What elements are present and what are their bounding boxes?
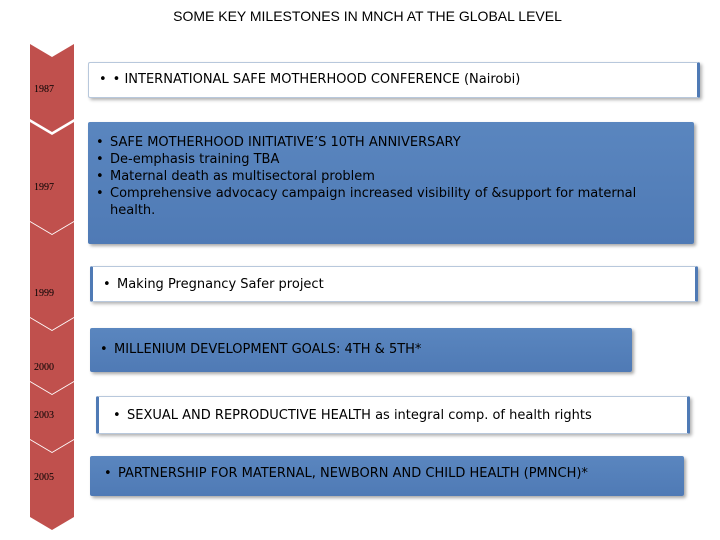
year-label: 1999 <box>34 288 54 299</box>
milestone-item: • Maternal death as multisectoral problem <box>96 168 684 185</box>
year-label: 2003 <box>34 410 54 421</box>
page-title: SOME KEY MILESTONES IN MNCH AT THE GLOBAL LEVEL <box>173 8 562 24</box>
milestone-box-1997 <box>88 122 694 244</box>
milestone-item: • De-emphasis training TBA <box>96 151 684 168</box>
milestone-item: • SEXUAL AND REPRODUCTIVE HEALTH as integral comp. of health rights <box>113 407 673 424</box>
milestone-item: • INTERNATIONAL SAFE MOTHERHOOD CONFERENCE (Nairobi) <box>112 72 521 87</box>
year-label: 1997 <box>34 182 54 193</box>
year-label: 1987 <box>34 84 54 95</box>
milestone-item: • Comprehensive advocacy campaign increased visibility of &support for maternal health. <box>96 185 684 219</box>
milestone-item: • MILLENIUM DEVELOPMENT GOALS: 4TH & 5TH* <box>100 341 622 358</box>
timeline-chevron <box>30 122 74 234</box>
year-label: 2005 <box>34 472 54 483</box>
timeline-chevron <box>30 222 74 330</box>
milestone-box-2005 <box>90 456 684 496</box>
milestone-item: • SAFE MOTHERHOOD INITIATIVE’S 10TH ANNIVERSARY <box>96 134 684 151</box>
milestone-item: • PARTNERSHIP FOR MATERNAL, NEWBORN AND CHILD HEALTH (PMNCH)* <box>104 465 670 482</box>
milestone-item: • Making Pregnancy Safer project <box>103 276 685 293</box>
milestone-box-2003 <box>96 396 690 434</box>
milestone-box-1987 <box>88 62 700 98</box>
milestone-box-2000 <box>90 328 632 372</box>
timeline-chevron <box>30 440 74 530</box>
milestone-lead-bullet: • <box>99 72 107 87</box>
milestone-box-1999 <box>90 266 698 302</box>
year-label: 2000 <box>34 362 54 373</box>
